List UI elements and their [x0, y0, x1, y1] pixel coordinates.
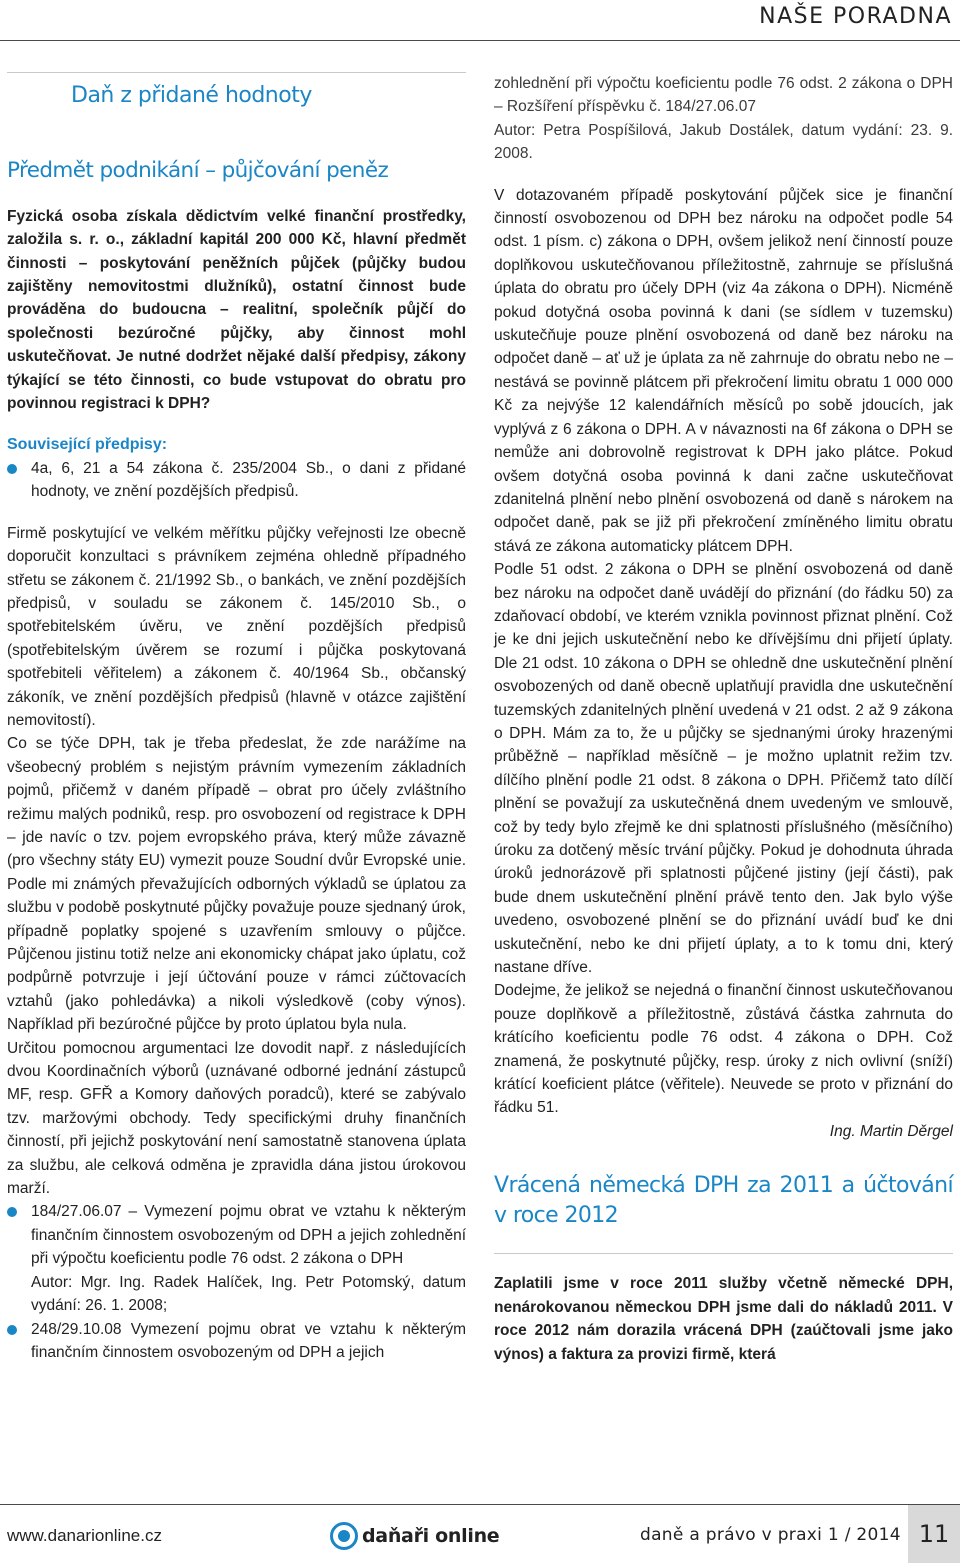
related-heading: Související předpisy:	[7, 436, 168, 454]
left-column	[7, 84, 466, 1364]
list-item	[7, 1318, 466, 1365]
logo-mark-icon	[330, 1522, 358, 1550]
category-title: Daň z přidané hodnoty	[71, 83, 312, 108]
continuation-text: zohlednění při výpočtu koeficientu podle 76 odst. 2 zákona o DPH – Rozšíření příspěvku č. 184/27.06.07 Autor: Petra Pospíšilová, Jakub Dostálek, datum vydání: 23. 9. 2008.	[494, 75, 953, 163]
article-title: Předmět podnikání – půjčování peněz	[7, 158, 389, 184]
category-rule	[7, 72, 466, 73]
bullet-icon	[7, 1207, 17, 1217]
footer-rule	[0, 1504, 960, 1505]
magazine-issue: daně a právo v praxi 1 / 2014	[640, 1525, 901, 1545]
article2-rule	[494, 1253, 953, 1254]
publisher-logo	[330, 1518, 499, 1554]
paragraph: Podle 51 odst. 2 zákona o DPH se plnění osvobozená od daně bez nároku na odpočet daně uvádějí do přiznání (do řádku 50) za zdaňovací období, ve kterém vznikla povinnost přiznat plnění. Což je ke dni jejich uskutečnění nebo ke dřívějšímu dni přijetí úplaty. Dle 21 odst. 10 zákona o DPH se ohledně dne uskutečnění plnění osvobozených od daně obecně uplatňují pravidla dne uskutečnění tuzemských zdanitelných plnění uvedená v 21 odst. 2 až 9 zákona o DPH. Mám za to, že u půjčky se sjednanými úroky hrazenými průběžně – například měsíčně – je možno uplatnit režim tzv. dílčího plnění podle 21 odst. 8 zákona o DPH. Přičemž tato dílčí plnění se považují za uskutečněná dnem uvedeným ve smlouvě, což by tedy bylo zřejmě ke dni splatnosti příslušného (měsíčního) úroku za dotčený měsíc trvání půjčky. Pokud je dohodnuta úhrada úroků jednorázově při splatnosti půjčené jistiny (její části), pak bude dnem uskutečnění plnění právě tento den. Jak bylo výše uvedeno, osvobozené plnění se do přiznání uvádí buď ke dni uskutečnění, nebo ke dni přijetí úplaty, a to k tomu dni, který nastane dříve.	[494, 561, 953, 977]
article2-lead: Zaplatili jsme v roce 2011 služby včetně německé DPH, nenárokovanou německou DPH jsme dali do nákladů 2011. V roce 2012 nám dorazila vrácená DPH (zaúčtovali jsme jako výnos) a faktura za provizi firmě, která	[494, 1275, 953, 1363]
paragraph: Firmě poskytující ve velkém měřítku půjčky veřejnosti lze obecně doporučit konzultaci s právníkem zejména ohledně případného střetu se zákonem č. 21/1992 Sb., o bankách, ve znění pozdějších předpisů, v souladu se zákonem č. 145/2010 Sb., o spotřebitelském úvěru, ve znění pozdějších předpisů (spotřebitelským úvěrem se rozumí i půjčka poskytovaná spotřebiteli věřitelem) a zákonem č. 40/1964 Sb., občanský zákoník, ve znění pozdějších předpisů (hlavně v otázce zajištění nemovitostí).	[7, 524, 466, 729]
list-item-text: 184/27.06.07 – Vymezení pojmu obrat ve vztahu k některým finančním činnostem osvobozeným od DPH a jejich zohlednění při výpočtu koeficientu podle 76 odst. 2 zákona o DPH Autor: Mgr. Ing. Radek Halíček, Ing. Petr Potomský, datum vydání: 26. 1. 2008;	[31, 1203, 466, 1315]
author-signature: Ing. Martin Děrgel	[829, 1122, 953, 1140]
paragraph: Co se týče DPH, tak je třeba předeslat, že zde narážíme na všeobecný problém s nejistým právním vymezením základních pojmů, přičemž v daném případě – obrat pro účely zvláštního režimu malých podniků, resp. pro osvobození od registrace k DPH – jde navíc o tzv. pojem evropského práva, který může závazně (pro všechny státy EU) vymezit pouze Soudní dvůr Evropské unie. Podle mi známých převažujících odborných výkladů se úplatou za službu v podobě poskytnuté půjčky považuje pouze sjednaný úrok, případně poplatky spojené s uzavřením smlouvy o půjčce. Půjčenou jistinu totiž nelze ani ekonomicky chápat jako úplatu, což podpůrně potvrzuje i její účtování pouze v rámci zúčtovacích vztahů (jako pohledávka) a nikoli výsledkově (coby výnos). Například při bezúročné půjčce by proto úplatou byla nula.	[7, 735, 466, 1034]
section-label: NAŠE PORADNA	[759, 4, 952, 29]
header-rule	[0, 40, 960, 41]
paragraph: Dodejme, že jelikož se nejedná o finanční činnost uskutečňovanou pouze doplňkově a příležitostně, zůstává částka zahrnuta do krátícího koeficientu podle 76 odst. 4 zákona o DPH. Což znamená, že poskytnuté půjčky, resp. úroky z nich ovlivní (sníží) krátící koeficient plátce (věřitele). Neuvede se proto v přiznání do řádku 51.	[494, 982, 953, 1117]
paragraph: Určitou pomocnou argumentaci lze dovodit např. z následujících dvou Koordinačních výborů (uznávané odborné jednání zástupců MF, resp. GFŘ a Komory daňových poradců), které se zabývalo tzv. maržovými obchody. Tedy specifickými druhy finančních činností, při jejichž poskytování není samostatně stanovena úplata za službu, ale celková odměna je zpravidla dána jistou úrokovou marží.	[7, 1039, 466, 1198]
footer-url-link[interactable]: www.danarionline.cz	[7, 1526, 162, 1545]
question-text: Fyzická osoba získala dědictvím velké finanční prostředky, založila s. r. o., základní kapitál 200 000 Kč, hlavní předmět činnosti – poskytování peněžních půjček (půjčky budou zajištěny nemovitostmi dlužníků), ostatní činnost bude prováděna do budoucna – realitní, společník půjčí do společnosti bezúročné půjčky, aby činnost mohl uskutečňovat. Je nutné dodržet nějaké další předpisy, zákony týkající se této činnosti, co bude vstupovat do obratu pro povinnou registraci k DPH?	[7, 207, 466, 413]
right-column	[494, 72, 953, 1366]
paragraph: V dotazovaném případě poskytování půjček sice je finanční činností osvobozenou od DPH bez nároku na odpočet podle 54 odst. 1 písm. c) zákona o DPH, ovšem jelikož není činností pouze doplňkovou uskutečňovanou příležitostně, zahrnuje se příslušná úplata do obratu pro účely DPH (viz 4a zákona o DPH). Nicméně pokud dotyčná osoba povinná k dani (se sídlem v tuzemsku) uskutečňuje pouze plnění osvobozená od daně bez nároku na odpočet daně – ať už je úplata za ně zahrnuje do obratu nebo ne – nestává se povinně plátcem při překročení limitu obratu 1 000 000 Kč za nejvýše 12 kalendářních měsíců po sobě jdoucích, jak vyplývá z 6 zákona o DPH. A v návaznosti na 6f zákona o DPH se nemůže ani dobrovolně registrovat k DPH jako plátce. Pokud ovšem dotyčná osoba povinná k dani začne uskutečňovat zdanitelná plnění nebo plnění osvobozená od daně s nárokem na odpočet daně, pak se již při překročení zmíněného limitu obratu stává ze zákona automaticky plátcem DPH.	[494, 186, 953, 555]
list-item	[7, 1200, 466, 1317]
page-header	[0, 0, 960, 40]
related-item-text: 4a, 6, 21 a 54 zákona č. 235/2004 Sb., o dani z přidané hodnoty, ve znění pozdějších předpisů.	[31, 459, 466, 501]
bullet-icon	[7, 464, 17, 474]
article2-title: Vrácená německá DPH za 2011 a účtování v roce 2012	[494, 1173, 953, 1229]
page-number: 11	[908, 1505, 960, 1563]
bullet-icon	[7, 1325, 17, 1335]
list-item-text: 248/29.10.08 Vymezení pojmu obrat ve vztahu k některým finančním činnostem osvobozeným od DPH a jejich	[31, 1320, 466, 1361]
related-item	[7, 457, 466, 504]
logo-text: daňaři online	[362, 1525, 500, 1547]
